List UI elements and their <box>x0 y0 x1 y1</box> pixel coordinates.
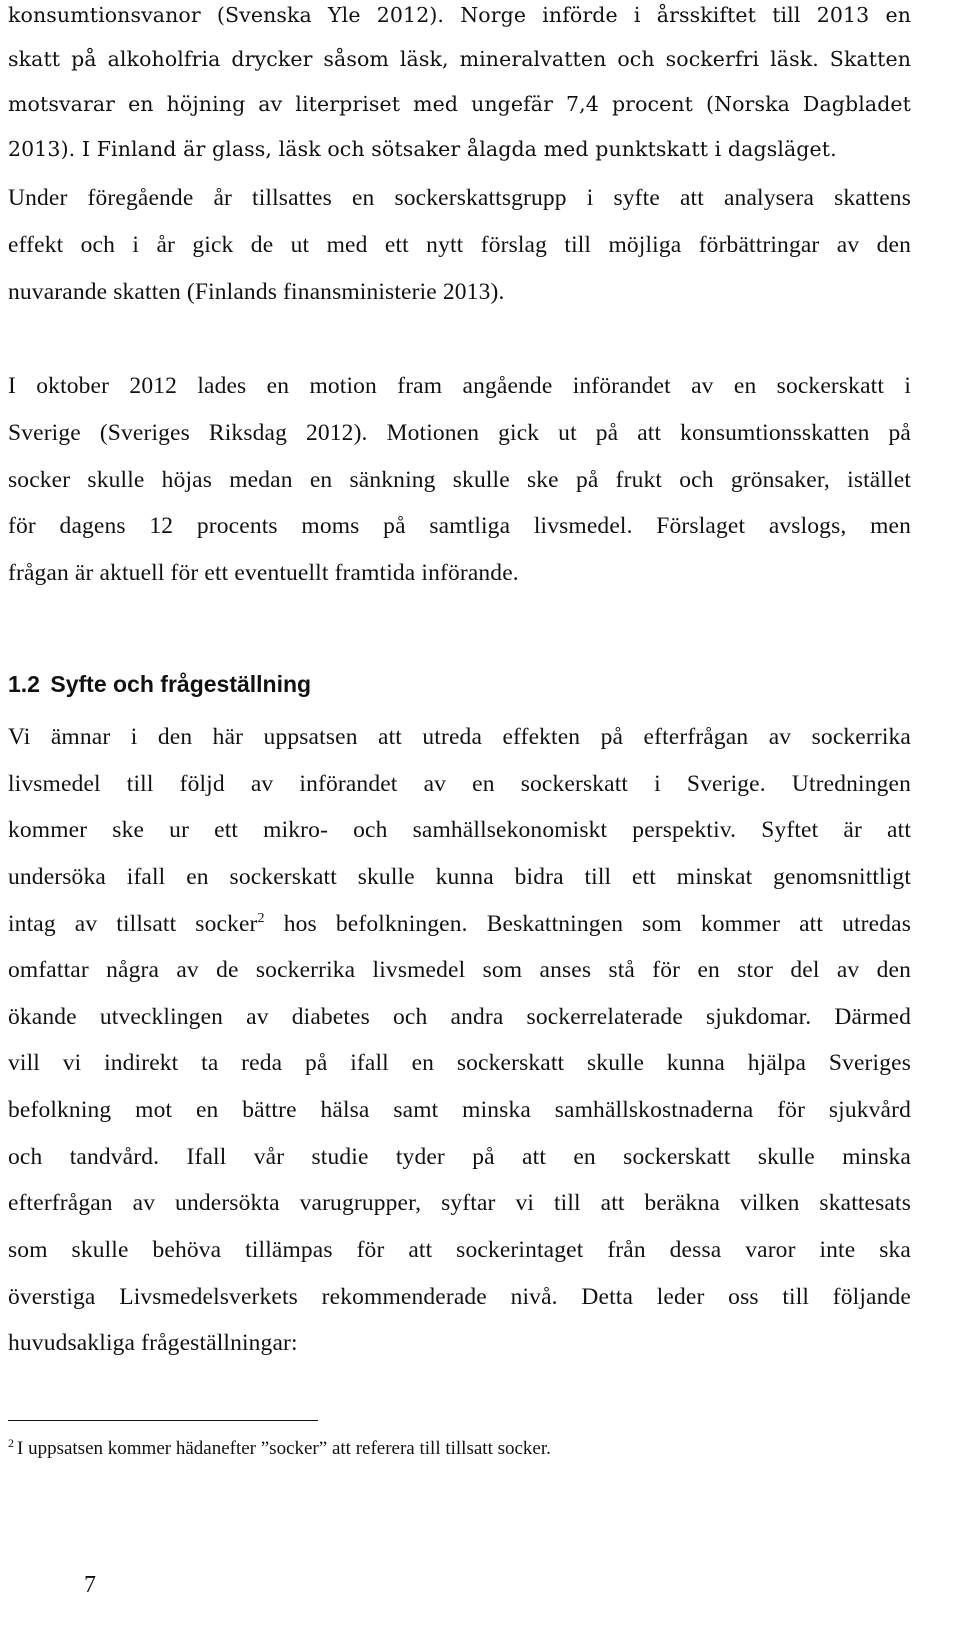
footnote-reference[interactable]: 2 <box>257 911 265 926</box>
paragraph-line: som skulle behöva tillämpas för att sockerintaget från dessa varor inte ska <box>8 1237 911 1263</box>
paragraph-line: ökande utvecklingen av diabetes och andra sockerrelaterade sjukdomar. Därmed <box>8 1004 911 1030</box>
paragraph-line: effekt och i år gick de ut med ett nytt förslag till möjliga förbättringar av den <box>8 232 911 258</box>
paragraph-line: för dagens 12 procents moms på samtliga livsmedel. Förslaget avslogs, men <box>8 513 911 539</box>
paragraph-line: Under föregående år tillsattes en sockerskattsgrupp i syfte att analysera skattens <box>8 185 911 211</box>
paragraph-line: efterfrågan av undersökta varugrupper, syftar vi till att beräkna vilken skattesats <box>8 1190 911 1216</box>
footnote-marker: 2 <box>8 1436 14 1450</box>
paragraph-line: livsmedel till följd av införandet av en sockerskatt i Sverige. Utredningen <box>8 771 911 797</box>
paragraph-line: omfattar några av de sockerrika livsmedel som anses stå för en stor del av den <box>8 957 911 983</box>
footnote-text: I uppsatsen kommer hädanefter ”socker” att referera till tillsatt socker. <box>17 1438 551 1459</box>
paragraph-line: Sverige (Sveriges Riksdag 2012). Motionen gick ut på att konsumtionsskatten på <box>8 420 911 446</box>
paragraph-line: befolkning mot en bättre hälsa samt minska samhällskostnaderna för sjukvård <box>8 1097 911 1123</box>
section-heading <box>8 667 311 701</box>
paragraph-line: huvudsakliga frågeställningar: <box>8 1330 298 1356</box>
paragraph-line: konsumtionsvanor (Svenska Yle 2012). Norge införde i årsskiftet till 2013 en <box>8 3 911 27</box>
paragraph-line: 2013). I Finland är glass, läsk och sötsaker ålagda med punktskatt i dagsläget. <box>8 137 837 161</box>
paragraph-line: undersöka ifall en sockerskatt skulle kunna bidra till ett minskat genomsnittligt <box>8 864 911 890</box>
paragraph-line <box>8 909 911 939</box>
paragraph-line: skatt på alkoholfria drycker såsom läsk, mineralvatten och sockerfri läsk. Skatten <box>8 47 911 71</box>
paragraph-line: och tandvård. Ifall vår studie tyder på att en sockerskatt skulle minska <box>8 1144 911 1170</box>
paragraph-line: vill vi indirekt ta reda på ifall en sockerskatt skulle kunna hjälpa Sveriges <box>8 1050 911 1076</box>
paragraph-line: motsvarar en höjning av literpriset med ungefär 7,4 procent (Norska Dagbladet <box>8 92 911 116</box>
section-number: 1.2 <box>8 671 40 697</box>
paragraph-line: socker skulle höjas medan en sänkning skulle ske på frukt och grönsaker, istället <box>8 467 911 493</box>
paragraph-line: nuvarande skatten (Finlands finansministerie 2013). <box>8 279 505 305</box>
footnote <box>8 1436 551 1462</box>
paragraph-line: I oktober 2012 lades en motion fram angående införandet av en sockerskatt i <box>8 373 911 399</box>
page-number: 7 <box>84 1572 96 1598</box>
text-run: hos befolkningen. Beskattningen som kommer att utredas <box>264 911 911 937</box>
paragraph-line: frågan är aktuell för ett eventuellt framtida införande. <box>8 560 519 586</box>
paragraph-line: överstiga Livsmedelsverkets rekommenderade nivå. Detta leder oss till följande <box>8 1284 911 1310</box>
paragraph-line: Vi ämnar i den här uppsatsen att utreda effekten på efterfrågan av sockerrika <box>8 724 911 750</box>
section-title: Syfte och frågeställning <box>50 671 312 697</box>
text-run: intag av tillsatt socker <box>8 911 258 937</box>
footnote-divider <box>8 1420 318 1421</box>
paragraph-line: kommer ske ur ett mikro- och samhällsekonomiskt perspektiv. Syftet är att <box>8 817 911 843</box>
